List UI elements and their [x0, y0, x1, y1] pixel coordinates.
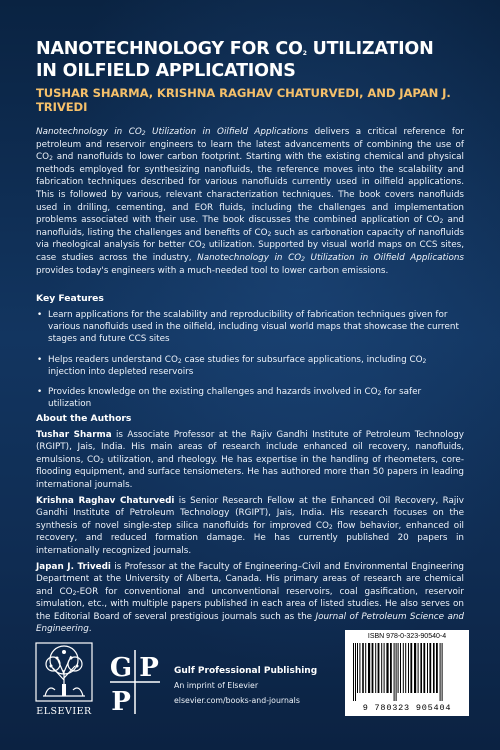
- author-bio: [36, 429, 464, 491]
- feature-text: Helps readers understand $CO_2$ case studies for subsurface applications, including $CO_2$ injection into depleted reservoirs: [48, 354, 427, 377]
- bullet-icon: •: [37, 310, 43, 320]
- barcode-bar: [423, 643, 425, 693]
- author-name: Japan J. Trivedi: [36, 562, 111, 573]
- barcode-bar: [436, 643, 438, 693]
- barcode-bar: [400, 643, 401, 693]
- barcode-bar: [384, 643, 385, 693]
- author-name: Tushar Sharma: [36, 430, 112, 440]
- barcode-digits: 9 780323 905404: [362, 703, 452, 713]
- barcode-bar: [396, 643, 397, 701]
- isbn-barcode: [345, 630, 469, 716]
- book-title: [36, 38, 476, 82]
- author-bio-text: is Associate Professor at the Rajiv Gandhi Institute of Petroleum Technology (RGIPT), Jais, India. His main areas of research include enhanced oil recovery, nanofluids, emulsions, $CO_2$ utilization, and rheology. He has expertise in the handling of rheometers, core-flooding equipment, and surface tensiometers. He has authored more than 50 papers in leading international journals.: [36, 430, 464, 490]
- barcode-bar: [420, 643, 422, 693]
- book-description: [36, 126, 464, 277]
- barcode-bar: [418, 643, 419, 693]
- barcode-bar: [414, 643, 416, 693]
- elsevier-wordmark: ELSEVIER: [36, 706, 92, 717]
- imprint-text: An imprint of Elsevier: [174, 681, 259, 690]
- description-text-2: provides today's engineers with a much-needed tool to lower carbon emissions.: [36, 265, 389, 276]
- barcode-bar: [398, 643, 399, 693]
- description-book-title-2: Nanotechnology in $CO_2$ Utilization in Oilfield Applications: [197, 252, 464, 263]
- barcode-bar: [433, 643, 435, 693]
- author-names: TUSHAR SHARMA, KRISHNA RAGHAV CHATURVEDI, AND JAPAN J. TRIVEDI: [36, 86, 451, 114]
- barcode-bar: [410, 643, 412, 693]
- publisher-website: elsevier.com/books-and-journals: [174, 696, 300, 705]
- barcode-bar: [403, 643, 404, 693]
- publisher-info: [174, 666, 344, 705]
- description-book-title: Nanotechnology in $CO_2$ Utilization in Oilfield Applications: [36, 127, 309, 137]
- gpp-letter-p: P: [139, 653, 159, 683]
- gpp-logo: [108, 648, 162, 716]
- barcode-bar: [429, 643, 431, 693]
- author-bio-text: is Senior Research Fellow at the Enhanced Oil Recovery, Rajiv Gandhi Institute of Petroleum Technology (RGIPT), Jais, India. His research focuses on the synthesis of novel single-step silica nanofluids for improved $CO_2$ flow behavior, enhanced oil recovery, and reduced formation damage. He has currently published 20 papers in internationally recognized journals.: [36, 496, 464, 556]
- feature-item: [36, 354, 464, 378]
- barcode-bar: [381, 643, 382, 693]
- about-authors-section: [36, 413, 464, 640]
- barcode-bar: [359, 643, 360, 693]
- barcode-bar: [362, 643, 364, 693]
- barcode-bar: [365, 643, 366, 693]
- header: [36, 38, 476, 114]
- barcode-bar: [386, 643, 388, 693]
- barcode-bar: [372, 643, 374, 693]
- barcode-bar: [427, 643, 428, 693]
- barcode-bar: [442, 643, 443, 701]
- gpp-letter-p-2: P: [111, 687, 131, 716]
- elsevier-tree-icon: [33, 640, 95, 704]
- feature-item: [36, 309, 464, 346]
- feature-text: Learn applications for the scalability and reproducibility of fabrication techniques given for various nanofluids used in the oilfield, including visual world maps that showcase the current stages and future CCS sites: [48, 310, 459, 345]
- key-features-section: [36, 293, 464, 418]
- barcode-icon: [351, 643, 463, 701]
- barcode-bar: [368, 643, 370, 693]
- elsevier-logo: [33, 640, 95, 720]
- key-features-heading: Key Features: [36, 293, 104, 304]
- barcode-bar: [353, 643, 354, 701]
- title-line-2: IN OILFIELD APPLICATIONS: [36, 61, 296, 81]
- title-subscript: 2: [302, 50, 307, 57]
- feature-item: [36, 386, 464, 410]
- barcode-bar: [378, 643, 380, 693]
- barcode-bar: [375, 643, 376, 693]
- author-name: Krishna Raghav Chaturvedi: [36, 496, 175, 507]
- author-bio-end: .: [88, 624, 92, 635]
- author-bio: [36, 495, 464, 557]
- author-bio: [36, 561, 464, 635]
- key-features-list: [36, 309, 464, 410]
- barcode-bar: [405, 643, 406, 693]
- bullet-icon: •: [37, 354, 43, 365]
- description-text-1: delivers a critical reference for petroleum and reservoir engineers to learn the latest advancements of combining the use of $CO_2$ and nanofluids to lower carbon footprint. Starting with the existing chemical and physical methods employed for synthesizing nanofluids, the reference moves into the scalability and fabrication techniques described for various nanofluids currently used in oilfield applications. This is followed by various, relevant characterization techniques. The book covers nanofluids used in drilling, cementing, and EOR fluids, including the challenges and implementation problems associated with their use. The book discusses the combined application of $CO_2$ and nanofluids, listing the challenges and benefits of $CO_2$ such as carbonation capacity of nanofluids via rheological analysis for better $CO_2$ utilization. Supported by visual world maps on CCS sites, case studies across the industry,: [36, 127, 465, 263]
- publisher-name: Gulf Professional Publishing: [174, 666, 318, 676]
- barcode-bar: [390, 643, 392, 693]
- title-line-1: NANOTECHNOLOGY FOR CO: [36, 39, 303, 59]
- barcode-bar: [394, 643, 395, 701]
- feature-text: Provides knowledge on the existing challenges and hazards involved in $CO_2$ for safer utilization: [48, 387, 422, 410]
- barcode-bar: [440, 643, 441, 701]
- gpp-letter-g: G: [109, 653, 133, 683]
- gpp-logo-icon: [108, 648, 162, 716]
- about-authors-heading: About the Authors: [36, 413, 132, 424]
- barcode-bar: [355, 643, 356, 701]
- isbn-number: ISBN 978-0-323-90540-4: [367, 633, 447, 640]
- author-bio-text: is Professor at the Faculty of Engineering–Civil and Environmental Engineering Department at the University of Alberta, Canada. His primary areas of research are chemical and $CO_2$-EOR for conventional and unconventional reservoirs, coal gasification, reservoir simulation, etc., with multiple papers published in each area of listed studies. He also serves on the Editorial Board of several prestigious journals such as the: [36, 562, 464, 622]
- barcode-bar: [408, 643, 409, 693]
- title-line-1-end: UTILIZATION: [306, 39, 434, 59]
- journal-title: Journal of Petroleum Science and Engineering: [36, 611, 464, 635]
- barcode-bar: [357, 643, 358, 693]
- bullet-icon: •: [37, 387, 43, 398]
